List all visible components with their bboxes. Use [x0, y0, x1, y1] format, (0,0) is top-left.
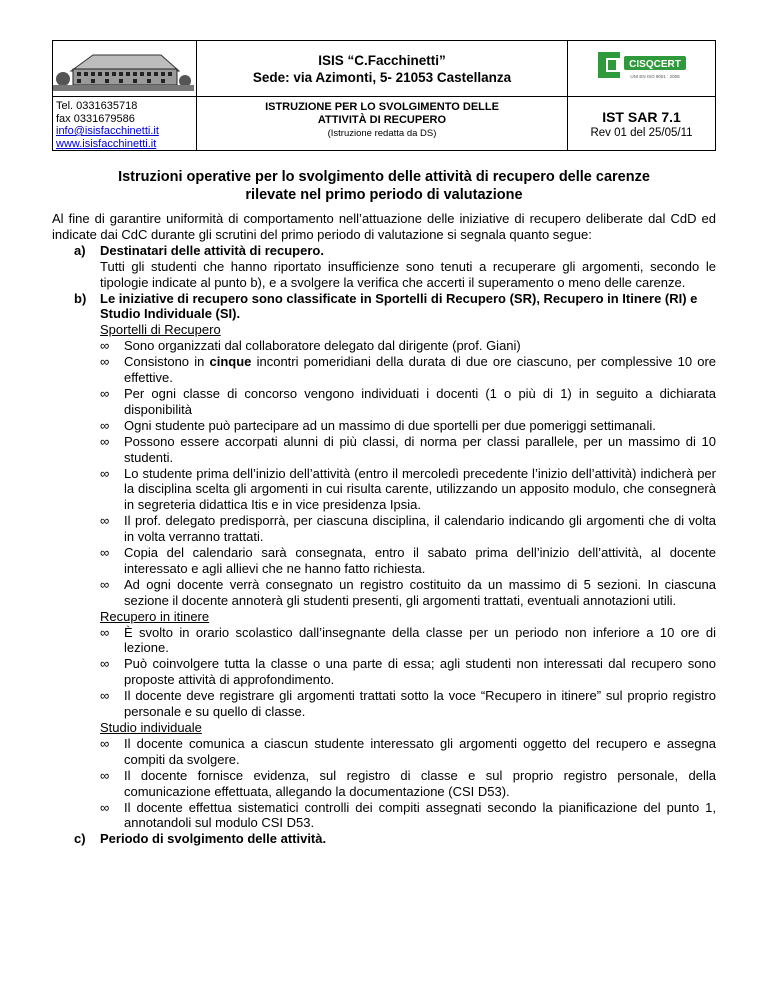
- document-header: [52, 40, 716, 151]
- doc-title-line-2: ATTIVITÀ DI RECUPERO: [317, 114, 447, 126]
- cert-logo-subtext: UNI EN ISO 9001 : 2008: [629, 74, 680, 79]
- tel-number: Tel. 0331635718: [56, 100, 138, 112]
- list-item: ∞ È svolto in orario scolastico dall’insegnante della classe per un periodo non inferiore a 10 ore di lezione.: [100, 624, 716, 656]
- bullet-icon: ∞: [100, 433, 110, 449]
- section-c: [52, 831, 716, 847]
- cisqcert-logo: [594, 46, 690, 86]
- list-item: ∞ Il prof. delegato predisporrà, per ciascuna disciplina, il calendario indicando gli argomenti che di volta in volta verranno trattati.: [100, 513, 716, 545]
- sportelli-title: Sportelli di Recupero: [100, 322, 221, 338]
- bullet-icon: ∞: [100, 767, 110, 783]
- list-item: ∞ Copia del calendario sarà consegnata, entro il sabato prima dell’inizio dell’attività, al docente interessato e agli allievi che ne hanno fatto richiesta.: [100, 545, 716, 576]
- cert-logo-text: CISQCERT: [628, 59, 681, 70]
- bullet-icon: ∞: [100, 656, 110, 672]
- section-b-heading: Le iniziative di recupero sono classificate in Sportelli di Recupero (SR), Recupero in Itinere (RI) e Studio Individuale (SI).: [100, 290, 698, 322]
- list-item: ∞ Il docente fornisce evidenza, sul registro di classe e sul proprio registro personale, della comunicazione effettuata, allegando la documentazione (CSI D53).: [100, 767, 716, 799]
- list-item: ∞ Può coinvolgere tutta la classe o una parte di essa; agli studenti non interessati dal recupero sono proposte attività di approfondimento.: [100, 656, 716, 688]
- bullet-icon: ∞: [100, 465, 110, 481]
- bullet-icon: ∞: [100, 624, 110, 640]
- section-a: [52, 243, 716, 259]
- bullet-icon: ∞: [100, 545, 110, 561]
- list-item: ∞ Il docente comunica a ciascun studente interessato gli argomenti oggetto del recupero e assegna compiti da svolgere.: [100, 735, 716, 767]
- bullet-icon: ∞: [100, 417, 110, 433]
- bullet-icon: ∞: [100, 385, 110, 401]
- school-building-image: [53, 41, 194, 91]
- website-link[interactable]: www.isisfacchinetti.it: [56, 137, 157, 150]
- emphasis-cinque: cinque: [209, 354, 252, 370]
- section-c-label: c): [74, 831, 86, 847]
- doc-code-cell: [568, 97, 716, 151]
- school-name: ISIS “C.Facchinetti”: [318, 52, 446, 68]
- document-body: [52, 211, 716, 847]
- list-item: ∞ Lo studente prima dell’inizio dell’attività (entro il mercoledì precedente l’inizio dell’attività) indicherà per la disciplina scelta gli argomenti in cui risulta carente, utilizzando un apposito modulo, che consegnerà in segreteria didattica Itis e in vice presidenza Ipsia.: [100, 465, 716, 513]
- intro-paragraph: Al fine di garantire uniformità di comportamento nell’attuazione delle iniziative di recupero deliberate dal CdD ed indicate dai CdC durante gli scrutini del primo periodo di valutazione si segnala quanto segue:: [52, 211, 716, 242]
- list-item: ∞ Consistono in cinque incontri pomeridiani della durata di due ore ciascuno, per complessive 10 ore effettive.: [100, 354, 717, 386]
- list-item: ∞ Il docente deve registrare gli argomenti trattati sotto la voce “Recupero in itinere” sul proprio registro personale e su quello di classe.: [100, 688, 716, 720]
- list-item: ∞ Ad ogni docente verrà consegnato un registro costituito da un massimo di 5 sezioni. In ciascuna sezione il docente annoterà gli studenti presenti, gli argomenti trattati, eventuali annotazioni utili.: [100, 576, 716, 608]
- email-link[interactable]: info@isisfacchinetti.it: [56, 125, 159, 137]
- school-info-cell: [197, 41, 568, 97]
- bullet-icon: ∞: [100, 354, 110, 370]
- instruction-title-cell: [197, 97, 568, 151]
- list-item: ∞ Il docente effettua sistematici controlli dei compiti assegnati secondo la pianificazione del punto 1, annotandoli sul modulo CSI D53.: [100, 799, 716, 831]
- school-photo-cell: [53, 41, 197, 97]
- bullet-icon: ∞: [100, 338, 110, 354]
- bullet-icon: ∞: [100, 735, 110, 751]
- page-title-line-1: Istruzioni operative per lo svolgimento delle attività di recupero delle carenze: [118, 169, 650, 185]
- doc-revision: Rev 01 del 25/05/11: [590, 126, 693, 139]
- list-item: ∞ Ogni studente può partecipare ad un massimo di due sportelli per due pomeriggi settimanali.: [100, 417, 656, 433]
- section-b: [52, 291, 716, 323]
- doc-note: (Istruzione redatta da DS): [327, 128, 437, 139]
- page-title: [52, 168, 716, 204]
- section-b-label: b): [74, 290, 87, 306]
- section-a-label: a): [74, 242, 86, 258]
- bullet-icon: ∞: [100, 799, 110, 815]
- itinere-title: Recupero in itinere: [100, 608, 210, 624]
- school-address: Sede: via Azimonti, 5- 21053 Castellanza: [252, 69, 512, 85]
- section-a-text: Tutti gli studenti che hanno riportato insufficienze sono tenuti a recuperare gli argomenti, secondo le tipologie indicate al punto b), e a svolgere la verifica che accerti il superamento o meno delle carenze.: [100, 258, 716, 290]
- bullet-icon: ∞: [100, 688, 110, 704]
- section-c-heading: Periodo di svolgimento delle attività.: [100, 831, 327, 847]
- doc-title-line-1: ISTRUZIONE PER LO SVOLGIMENTO DELLE: [265, 101, 499, 113]
- bullet-icon: ∞: [100, 576, 110, 592]
- list-item: ∞ Sono organizzati dal collaboratore delegato dal dirigente (prof. Giani): [100, 338, 521, 354]
- bullet-icon: ∞: [100, 513, 110, 529]
- list-item: ∞ Possono essere accorpati alunni di più classi, di norma per classi parallele, per un massimo di 10 studenti.: [100, 433, 716, 465]
- cert-logo-cell: [568, 41, 716, 97]
- fax-number: fax 0331679586: [56, 112, 135, 125]
- page-title-line-2: rilevate nel primo periodo di valutazione: [245, 187, 523, 203]
- individuale-title: Studio individuale: [100, 720, 202, 735]
- section-a-heading: Destinatari delle attività di recupero.: [100, 242, 324, 258]
- contact-cell: [53, 97, 197, 151]
- list-item: ∞ Per ogni classe di concorso vengono individuati i docenti (1 o più di 1) in seguito a dichiarata disponibilità: [100, 385, 716, 417]
- doc-code: IST SAR 7.1: [602, 108, 681, 125]
